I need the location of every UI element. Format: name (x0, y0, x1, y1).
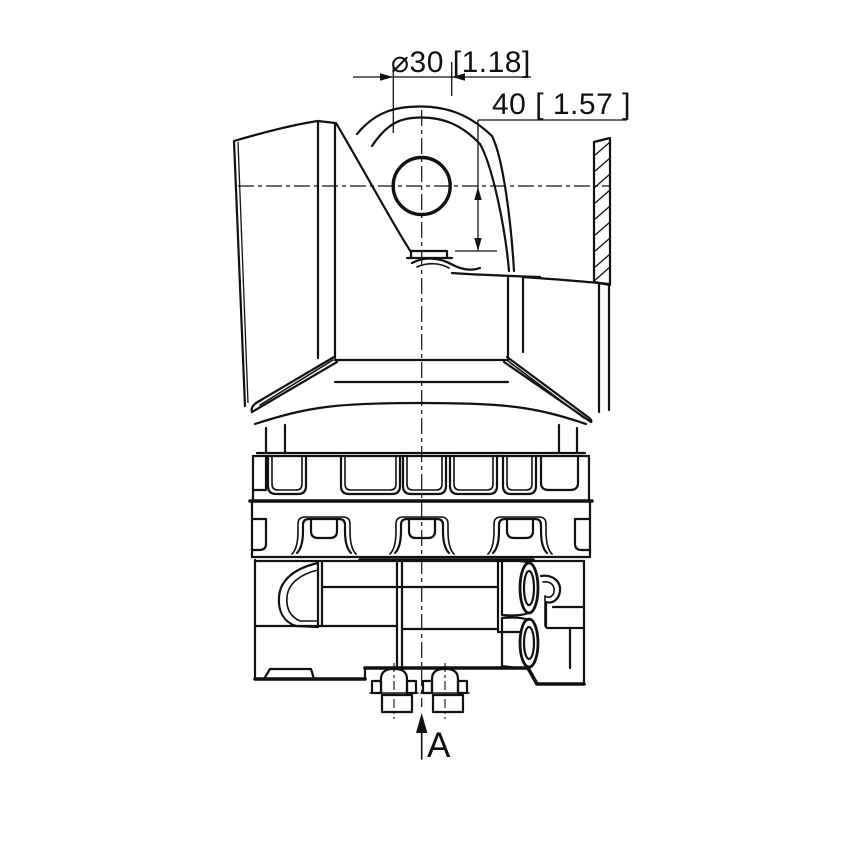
left-side-plate (234, 121, 337, 412)
right-nipple (421, 663, 469, 719)
upper-port-bore (524, 571, 534, 605)
view-arrow-icon (416, 713, 427, 733)
right-side-plate (504, 138, 610, 422)
height-dimension-label: 40 [ 1.57 ] (492, 88, 631, 121)
diameter-dimension-label: ⌀30 [1.18] (391, 46, 531, 79)
lever-detail (279, 563, 318, 627)
bottom-fittings (370, 663, 469, 719)
section-view-arrow (416, 713, 451, 765)
arrowhead-down-icon (474, 238, 481, 251)
dome-cap (255, 403, 586, 453)
arrowhead-up-icon (474, 187, 481, 200)
gear-ring-lower (252, 501, 590, 560)
eye-seat (407, 251, 540, 277)
shackle-eye (336, 107, 540, 278)
hatch-section (594, 138, 610, 285)
left-nipple (370, 663, 418, 719)
valve-body (255, 560, 584, 684)
lower-port-bore (524, 627, 534, 659)
view-label: A (427, 726, 451, 765)
gear-ring-upper (250, 456, 592, 501)
side-ports (502, 561, 560, 668)
